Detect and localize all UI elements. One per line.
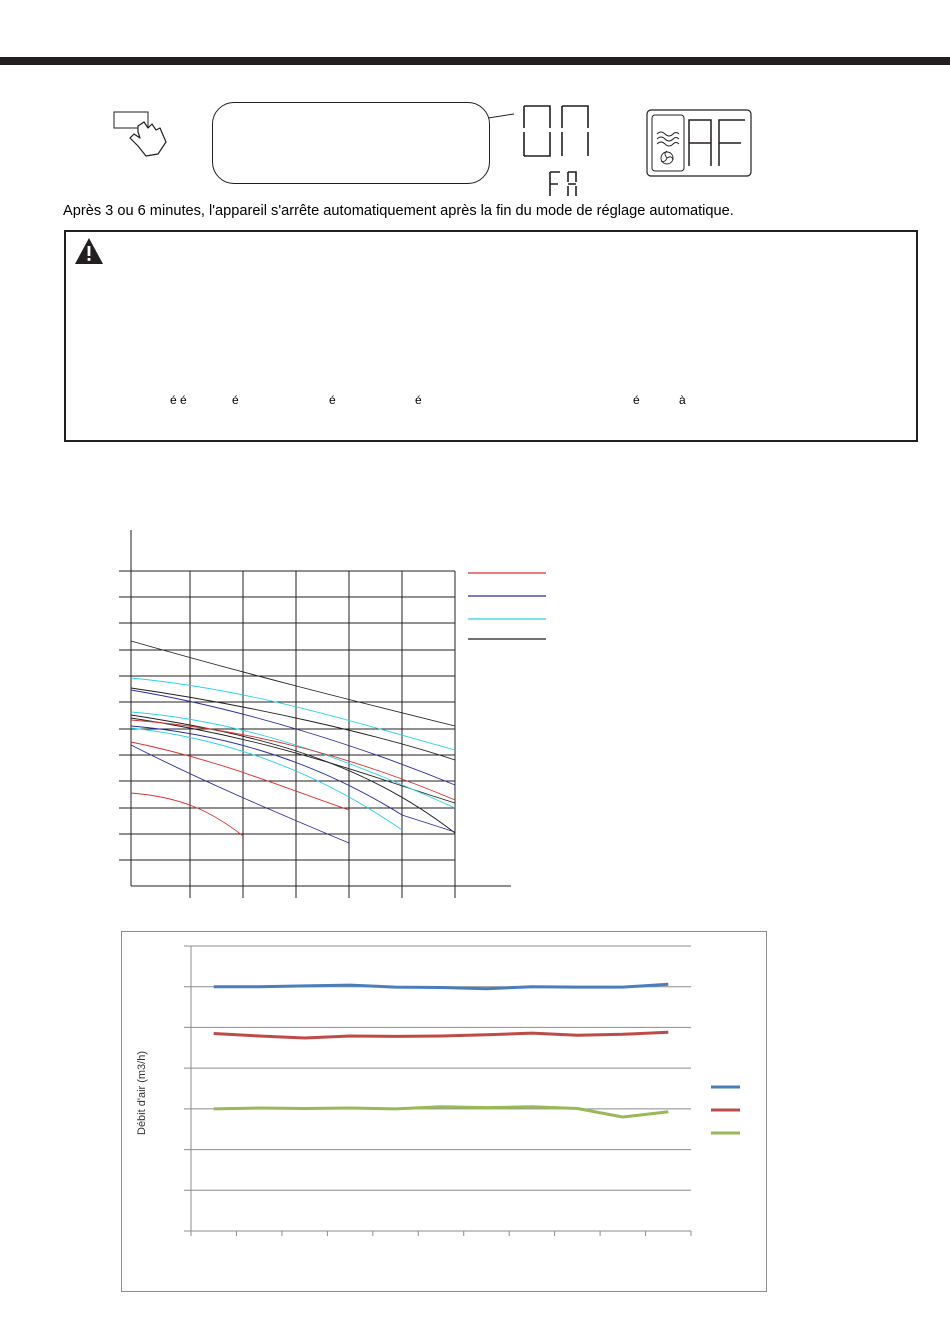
y-axis-label: Débit d'air (m3/h) bbox=[136, 1050, 148, 1135]
fan-curve-grid bbox=[119, 530, 511, 898]
fan-curve-chart bbox=[110, 520, 560, 910]
segment-readout bbox=[518, 102, 598, 198]
segment-on-glyphs bbox=[524, 106, 588, 196]
callout-line bbox=[488, 112, 516, 120]
warning-fragment: é bbox=[329, 393, 336, 407]
curve-blue bbox=[131, 726, 455, 832]
curve-blue bbox=[131, 690, 455, 785]
icon-af-text: AF bbox=[645, 108, 647, 109]
curve-blue bbox=[131, 745, 349, 843]
airflow-chart bbox=[120, 930, 768, 1293]
warning-fragment: é é bbox=[170, 393, 187, 407]
fan-curves bbox=[131, 641, 455, 843]
header-rule bbox=[0, 57, 950, 65]
curve-cyan bbox=[131, 728, 402, 830]
lcd-display-panel bbox=[212, 102, 490, 184]
curve-black bbox=[131, 715, 455, 833]
warning-fragment: é bbox=[232, 393, 239, 407]
af-display-icon bbox=[645, 108, 753, 178]
hand-press-icon bbox=[108, 108, 172, 160]
warning-fragment: é bbox=[415, 393, 422, 407]
warning-fragment: é bbox=[633, 393, 640, 407]
warning-box bbox=[64, 230, 918, 442]
curve-red bbox=[131, 793, 243, 836]
fan-curve-legend bbox=[468, 573, 546, 639]
warning-icon bbox=[73, 236, 105, 266]
warning-fragment: à bbox=[679, 393, 686, 407]
intro-text: Après 3 ou 6 minutes, l'appareil s'arrête automatiquement après la fin du mode de réglage automatique. bbox=[63, 203, 734, 219]
